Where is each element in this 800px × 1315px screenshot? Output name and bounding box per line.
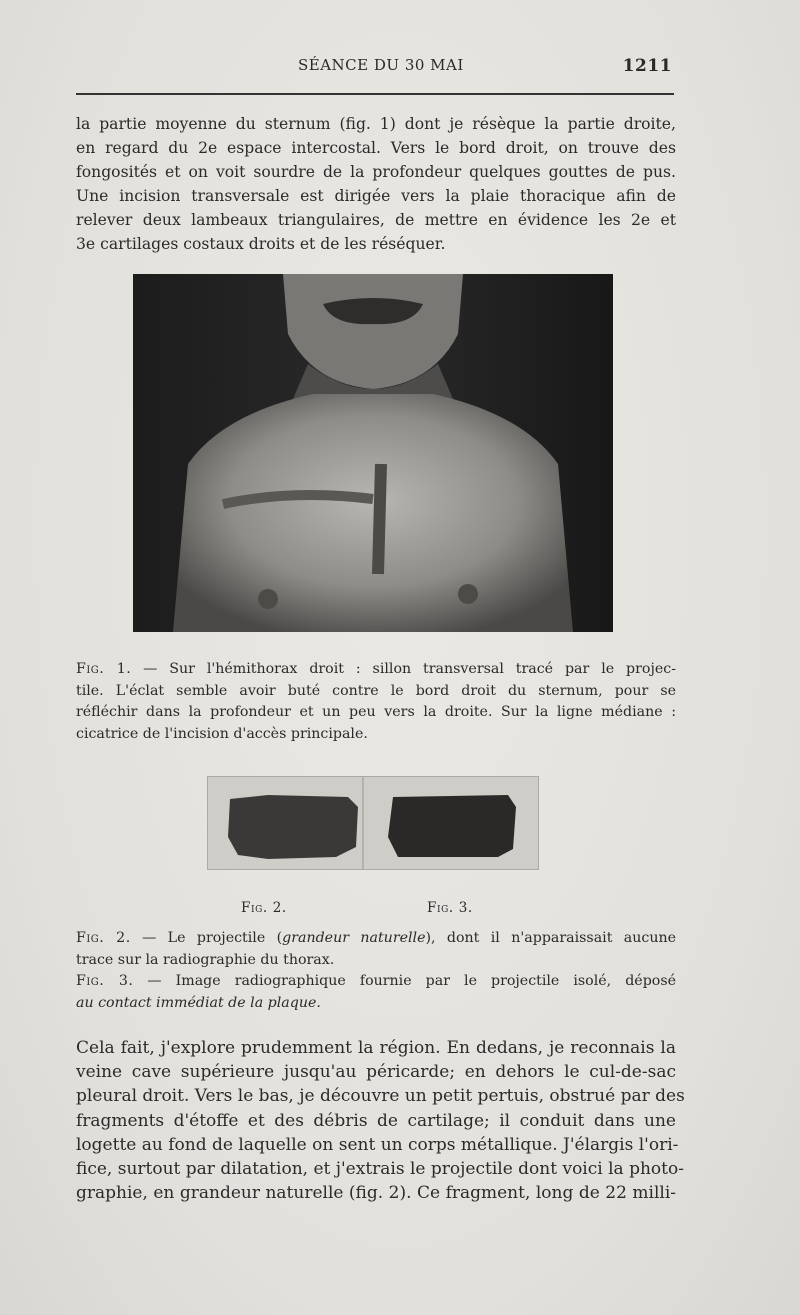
text-line: Une incision transversale est dirigée vers la plaie thoracique afin de [76, 187, 676, 205]
caption-line: tile. L'éclat semble avoir buté contre le bord droit du sternum, pour se [76, 682, 676, 699]
caption-fig2-label: Fig. 2. [76, 930, 131, 946]
text-line: en regard du 2e espace intercostal. Vers le bord droit, on trouve des [76, 139, 676, 157]
text-line: veine cave supérieure jusqu'au péricarde; en dehors le cul-de-sac [76, 1062, 676, 1083]
figure-1-photograph [133, 274, 613, 632]
figure-1-caption [76, 659, 676, 745]
header-rule [76, 93, 674, 95]
caption-fig2-italic: grandeur naturelle [282, 930, 426, 946]
paragraph-2 [76, 1036, 685, 1205]
caption-fig2-text-end: ), dont il n'apparaissait aucune [425, 930, 676, 946]
page-number: 1211 [622, 56, 672, 76]
figures-2-3-caption [76, 928, 676, 1014]
text-line: fongosités et on voit sourdre de la profondeur quelques gouttes de pus. [76, 163, 676, 181]
caption-fig3-text: — Image radiographique fournie par le projectile isolé, déposé [147, 973, 676, 989]
figures-2-3-photograph [207, 776, 539, 870]
caption-fig2-text: — Le projectile ( [142, 930, 283, 946]
text-line: pleural droit. Vers le bas, je découvre un petit pertuis, obstrué par des [76, 1086, 685, 1107]
text-line: logette au fond de laquelle on sent un corps métallique. J'élargis l'ori- [76, 1134, 679, 1155]
caption-fig3-label: Fig. 3. [76, 973, 134, 989]
text-line: fice, surtout par dilatation, et j'extrais le projectile dont voici la photo- [76, 1159, 684, 1180]
text-line: graphie, en grandeur naturelle (fig. 2). Ce fragment, long de 22 milli- [76, 1183, 676, 1204]
caption-line: cicatrice de l'incision d'accès principale. [76, 725, 368, 742]
text-line: Cela fait, j'explore prudemment la région. En dedans, je reconnais la [76, 1038, 676, 1058]
text-line: 3e cartilages costaux droits et de les réséquer. [76, 235, 446, 253]
figure-1-label: Fig. 1. [76, 661, 132, 677]
page-header [76, 56, 676, 82]
figure-2-label: Fig. 2. [241, 900, 287, 916]
caption-line: réfléchir dans la profondeur et un peu vers la droite. Sur la ligne médiane : [76, 704, 676, 720]
running-title: SÉANCE DU 30 MAI [298, 56, 464, 74]
figure-3-label: Fig. 3. [427, 900, 473, 916]
caption-line: — Sur l'hémithorax droit : sillon transversal tracé par le projec- [143, 661, 676, 677]
text-line: la partie moyenne du sternum (fig. 1) dont je résèque la partie droite, [76, 115, 676, 133]
text-line: fragments d'étoffe et des débris de cartilage; il conduit dans une [76, 1110, 676, 1131]
caption-fig2-line2: trace sur la radiographie du thorax. [76, 951, 335, 968]
text-line: relever deux lambeaux triangulaires, de mettre en évidence les 2e et [76, 211, 676, 229]
caption-fig3-line2: au contact immédiat de la plaque. [76, 994, 321, 1011]
paragraph-1 [76, 112, 676, 256]
